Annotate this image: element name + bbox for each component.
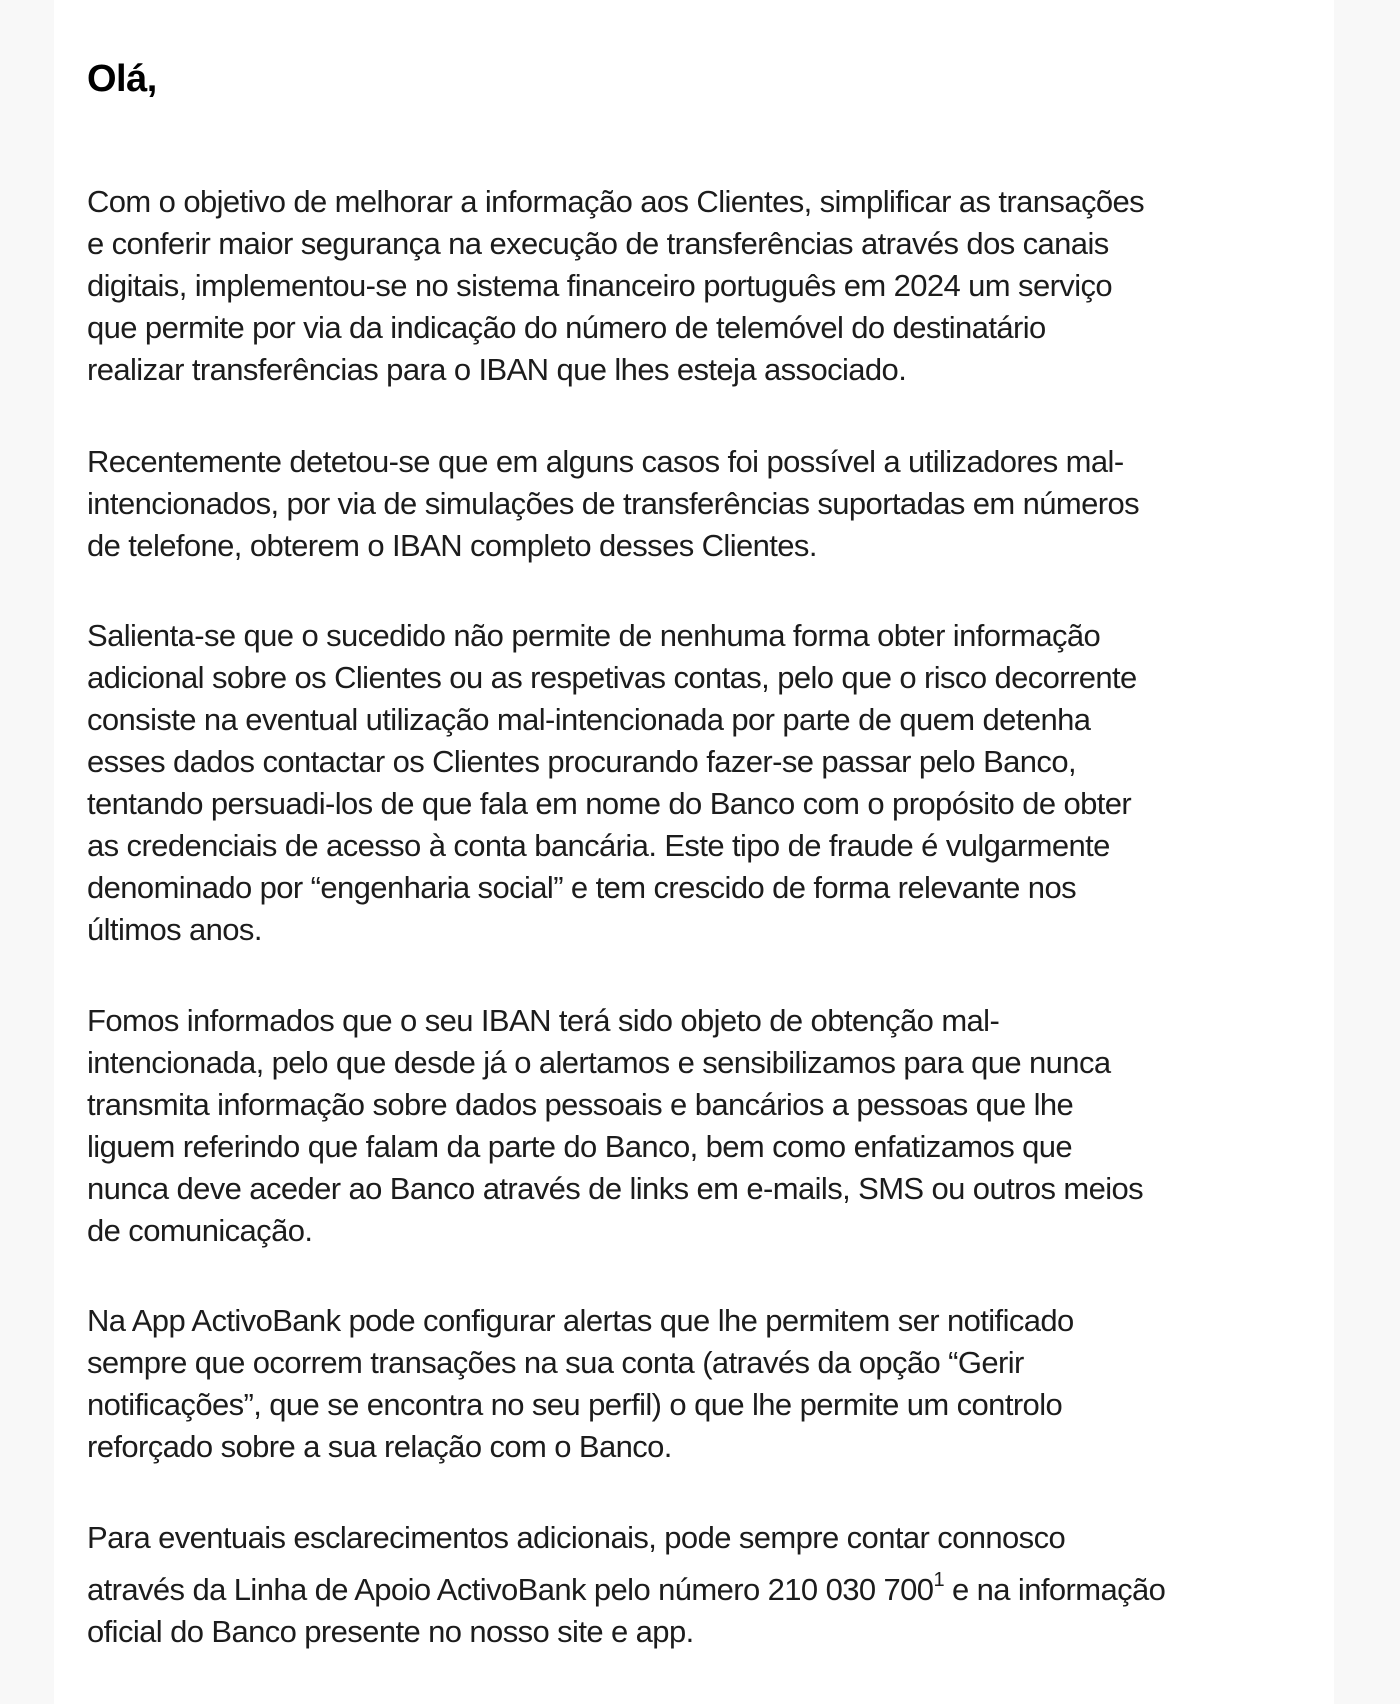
greeting: Olá, (87, 58, 157, 100)
text-line: tentando persuadi-los de que fala em nome do Banco com o propósito de obter (87, 786, 1132, 821)
text-line: consiste na eventual utilização mal-intencionada por parte de quem detenha (87, 702, 1091, 737)
text-line: Com o objetivo de melhorar a informação aos Clientes, simplificar as transações (87, 184, 1145, 219)
support-phone-number: 210 030 700 (767, 1572, 934, 1607)
text-line: adicional sobre os Clientes ou as respetivas contas, pelo que o risco decorrente (87, 660, 1137, 695)
text-line: nunca deve aceder ao Banco através de links em e-mails, SMS ou outros meios (87, 1171, 1144, 1206)
text-line: últimos anos. (87, 912, 262, 947)
paragraph-risk (87, 615, 1137, 951)
text-line: sempre que ocorrem transações na sua conta (através da opção “Gerir (87, 1345, 1024, 1380)
paragraph-warning (87, 1000, 1143, 1252)
text-line: Recentemente detetou-se que em alguns casos foi possível a utilizadores mal- (87, 444, 1124, 479)
text-line: oficial do Banco presente no nosso site e app. (87, 1614, 694, 1649)
text-line: reforçado sobre a sua relação com o Banco. (87, 1429, 672, 1464)
paragraph-support (87, 1517, 1165, 1653)
text-line: Na App ActivoBank pode configurar alertas que lhe permitem ser notificado (87, 1303, 1074, 1338)
text-line: de comunicação. (87, 1213, 313, 1248)
text-line: Para eventuais esclarecimentos adicionais, pode sempre contar connosco (87, 1520, 1066, 1555)
paragraph-app-alerts (87, 1300, 1074, 1468)
text-line: intencionada, pelo que desde já o alertamos e sensibilizamos para que nunca (87, 1045, 1111, 1080)
text-line: denominado por “engenharia social” e tem crescido de forma relevante nos (87, 870, 1076, 905)
text-line: transmita informação sobre dados pessoais e bancários a pessoas que lhe (87, 1087, 1074, 1122)
text-line: liguem referindo que falam da parte do Banco, bem como enfatizamos que (87, 1129, 1073, 1164)
support-text-end: e na informação (943, 1572, 1166, 1607)
text-line: e conferir maior segurança na execução de transferências através dos canais (87, 226, 1109, 261)
text-line: que permite por via da indicação do número de telemóvel do destinatário (87, 310, 1046, 345)
text-line: notificações”, que se encontra no seu perfil) o que lhe permite um controlo (87, 1387, 1063, 1422)
text-line: de telefone, obterem o IBAN completo desses Clientes. (87, 528, 817, 563)
text-line: Salienta-se que o sucedido não permite de nenhuma forma obter informação (87, 618, 1101, 653)
support-line (87, 1569, 1165, 1611)
paragraph-incident (87, 441, 1139, 567)
text-line: intencionados, por via de simulações de transferências suportadas em números (87, 486, 1140, 521)
letter-card (54, 0, 1334, 1704)
support-text: através da Linha de Apoio ActivoBank pelo número (87, 1572, 768, 1607)
text-line: realizar transferências para o IBAN que lhes esteja associado. (87, 352, 907, 387)
text-line: digitais, implementou-se no sistema financeiro português em 2024 um serviço (87, 268, 1113, 303)
paragraph-service-intro (87, 181, 1144, 391)
text-line: as credenciais de acesso à conta bancária. Este tipo de fraude é vulgarmente (87, 828, 1110, 863)
footnote-marker: 1 (933, 1569, 944, 1591)
text-line: esses dados contactar os Clientes procurando fazer-se passar pelo Banco, (87, 744, 1076, 779)
text-line: Fomos informados que o seu IBAN terá sido objeto de obtenção mal- (87, 1003, 1000, 1038)
